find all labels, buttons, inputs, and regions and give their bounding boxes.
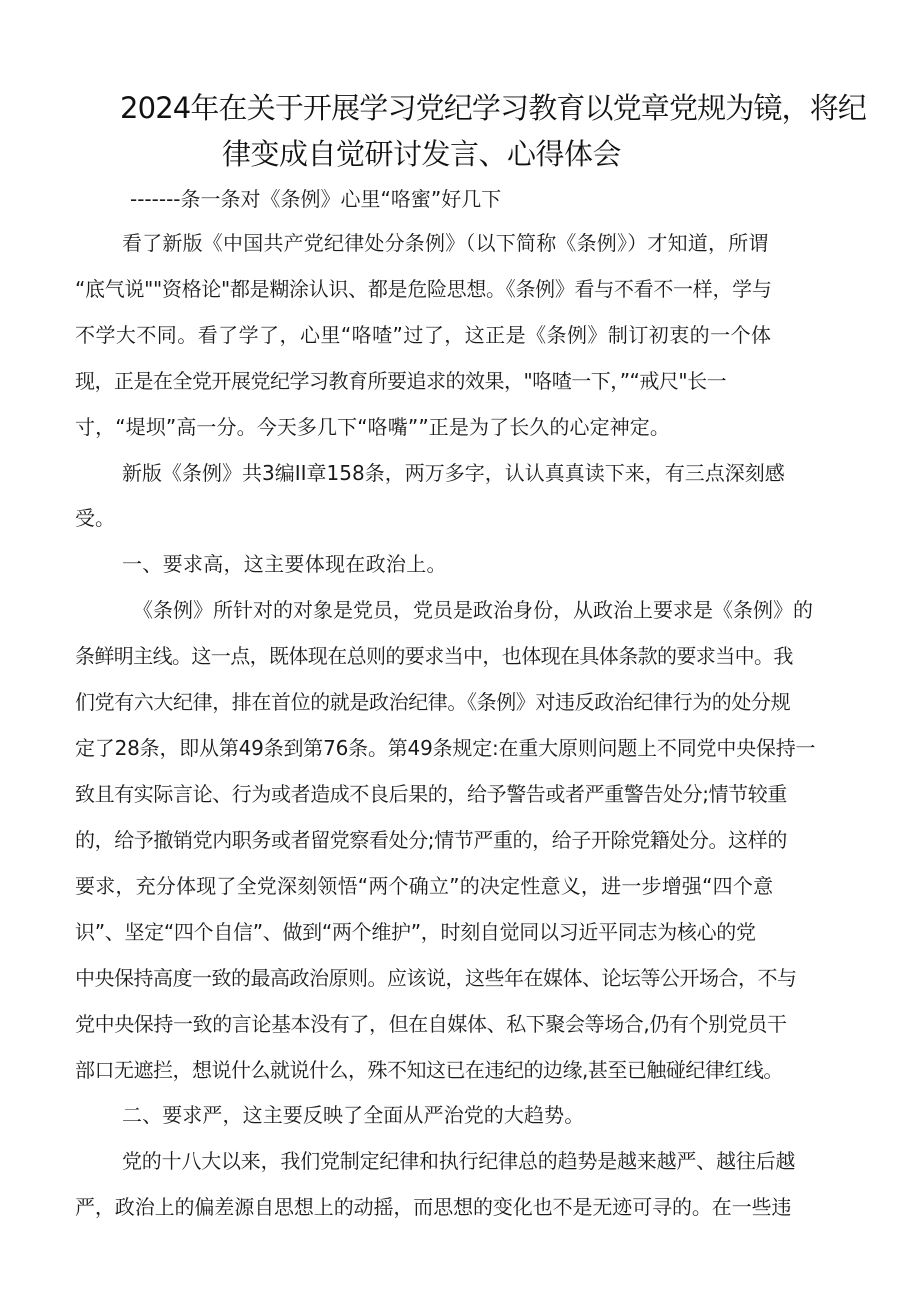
section-heading: 一、要求高，这主要体现在政治上。 — [122, 552, 447, 576]
body-line: 严，政治上的偏差源自思想上的动摇，而思想的变化也不是无迹可寻的。在一些违 — [75, 1195, 792, 1219]
body-line: 部口无遮拦，想说什么就说什么，殊不知这已在违纪的边缘,甚至已触碰纪律红线。 — [75, 1058, 783, 1082]
document-subtitle: -------条一条对《条例》心里“咯蜜”好几下 — [130, 187, 502, 211]
body-line: 党中央保持一致的言论基本没有了，但在自媒体、私下聚会等场合,仍有个别党员干 — [75, 1012, 787, 1036]
body-line: 们党有六大纪律，排在首位的就是政治纪律。《条例》对违反政治纪律行为的处分规 — [75, 690, 791, 714]
body-line: 定了28条，即从第49条到第76条。第49条规定:在重大原则问题上不同党中央保持一 — [75, 736, 816, 760]
body-line: 中央保持高度一致的最高政治原则。应该说，这些年在媒体、论坛等公开场合，不与 — [75, 966, 797, 990]
body-line: 的，给予撤销党内职务或者留党察看处分;情节严重的，给子开除党籍处分。这样的 — [75, 828, 787, 852]
document-title-line-2: 律变成自觉研讨发言、心得体会 — [222, 137, 622, 171]
section-heading: 二、要求严，这主要反映了全面从严治党的大趋势。 — [122, 1103, 585, 1127]
body-line: “底气说""资格论"都是糊涂认识、都是危险思想。《条例》看与不看不一样，学与 — [75, 277, 772, 301]
body-line: 要求，充分体现了全党深刻领悟“两个确立”的决定性意义，进一步增强“四个意 — [75, 874, 774, 898]
body-line: 致且有实际言论、行为或者造成不良后果的，给予警告或者严重警告处分;情节较重 — [75, 782, 787, 806]
body-line: 条鲜明主线。这一点，既体现在总则的要求当中，也体现在具体条款的要求当中。我 — [75, 644, 793, 668]
body-line: 寸，“堤坝”高一分。今天多几下“咯嘴””正是为了长久的心定神定。 — [75, 415, 671, 439]
body-line: 新版《条例》共3编II章158条，两万多字，认认真真读下来，有三点深刻感 — [122, 461, 785, 485]
body-line: 《条例》所针对的对象是党员，党员是政治身份，从政治上要求是《条例》的 — [133, 598, 813, 622]
body-line: 受。 — [75, 506, 115, 530]
body-line: 不学大不同。看了学了，心里“咯喳”过了，这正是《条例》制订初衷的一个体 — [75, 323, 772, 347]
body-line: 识”、坚定“四个自信”、做到“两个维护”，时刻自觉同以习近平同志为核心的党 — [75, 920, 756, 944]
body-line: 现，正是在全党开展党纪学习教育所要追求的效果，"咯喳一下，”“戒尺"长一 — [75, 369, 727, 393]
body-line: 看了新版《中国共产党纪律处分条例》（以下简称《条例》）才知道，所谓 — [122, 231, 769, 255]
body-line: 党的十八大以来，我们党制定纪律和执行纪律总的趋势是越来越严、越往后越 — [122, 1149, 796, 1173]
document-title-line-1: 2024年在关于开展学习党纪学习教育以党章党规为镜，将纪 — [120, 91, 866, 125]
